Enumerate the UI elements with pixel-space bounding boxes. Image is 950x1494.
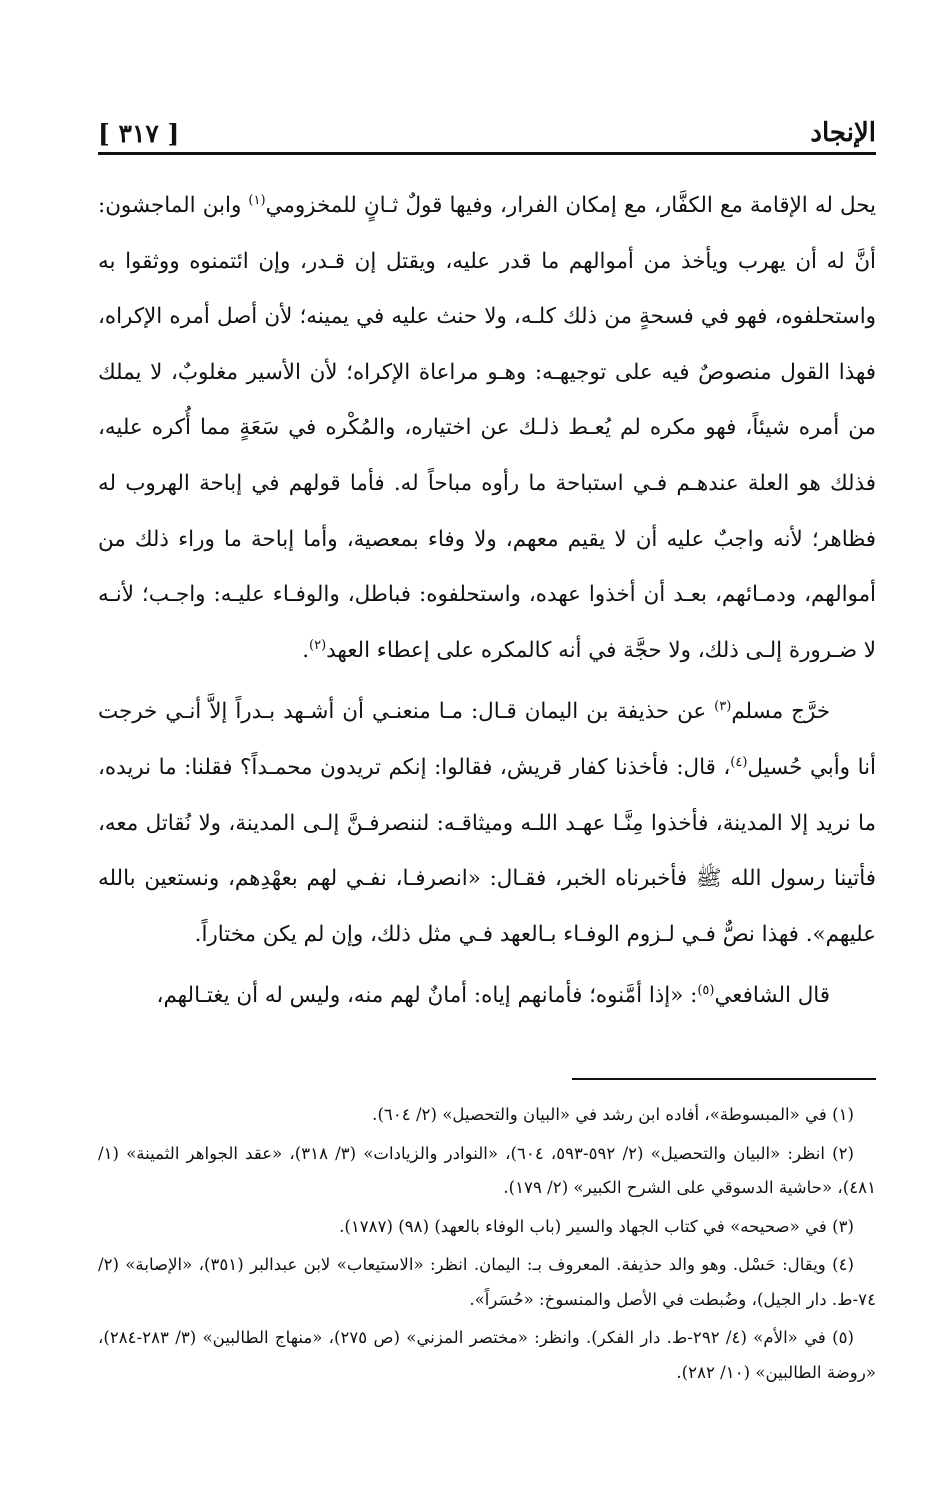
paragraph-1 xyxy=(98,178,876,678)
footnote-separator xyxy=(572,1078,876,1080)
text-run: يحل له الإقامة مع الكفَّار، مع إمكان الفرار، وفيها قولٌ ثـانٍ للمخزومي xyxy=(265,193,876,218)
text-run: وابن الماجشون: أنَّ له أن يهرب ويأخذ من أموالهم ما قدر عليه، ويقتل إن قـدر، وإن ائتمنوه ووثقوا به واستحلفوه، فهو في فسحةٍ من ذلك كلـه، ولا حنث عليه في يمينه؛ لأن أصل أمره الإكراه، فهذا القول منصوصٌ فيه على توجيهـه: وهـو مراعاة الإكراه؛ لأن الأسير مغلوبٌ، لا يملك من أمره شيئاً، فهو مكره لم يُعـط ذلـك عن اختياره، والمُكْره في سَعَةٍ مما أُكره عليه، فذلك هو العلة عندهـم فـي استباحة ما رأوه مباحاً له. فأما قولهم في إباحة الهروب له فظاهر؛ لأنه واجبٌ عليه أن لا يقيم معهم، ولا وفاء بمعصية، وأما إباحة ما وراء ذلك من أموالهم، ودمـائهم، بعـد أن أخذوا عهده، واستحلفوه: فباطل، والوفـاء عليـه: واجـب؛ لأنـه لا ضـرورة إلـى ذلك، ولا حجَّة في أنه كالمكره على إعطاء العهد xyxy=(98,193,876,663)
text-run: خرَّج مسلم xyxy=(731,699,830,725)
footnote-1: (١) في «المبسوطة»، أفاده ابن رشد في «البيان والتحصيل» (٢/ ٦٠٤). xyxy=(372,1105,854,1124)
footnote-ref-5: (٥) xyxy=(697,983,715,999)
paragraph-2 xyxy=(98,684,876,962)
header-rule xyxy=(98,152,876,155)
footnotes xyxy=(98,1098,876,1394)
running-header xyxy=(98,104,876,154)
text-run: ، قال: فأخذنا كفار قريش، فقالوا: إنكم تريدون محمـداً؟ فقلنا: ما نريده، ما نريد إلا المدينة، فأخذوا مِنَّـا عهـد اللـه وميثاقـه: لننصرفـنَّ إلـى المدينة، ولا نُقاتل معه، فأتينا رسول الله ﷺ فأخبرناه الخبر، فقـال: «انصرفـا، نفـي لهم بعهْدِهم، ونستعين بالله عليهم». فهذا نصٌّ فـي لـزوم الوفـاء بـالعهد فـي مثل ذلك، وإن لم يكن مختاراً. xyxy=(98,754,876,947)
paragraph-3 xyxy=(98,968,876,1024)
text-run: : «إذا أمَّنوه؛ فأمانهم إياه: أمانٌ لهم منه، وليس له أن يغتـالهم، xyxy=(156,983,698,1009)
text-run: قال الشافعي xyxy=(714,983,830,1009)
footnote-4: (٤) ويقال: حَسْل. وهو والد حذيفة. المعروف بـ: اليمان. انظر: «الاستيعاب» لابن عبدالبر (٣٥١)، «الإصابة» (٢/ ٧٤-ط. دار الجيل)، وضُبطت في الأصل والمنسوخ: «حُسَراً». xyxy=(98,1255,876,1309)
text-run: عن حذيفة بن اليمان قـال: مـا منعنـي أن أشـهد بـدراً إلاَّ أنـي خرجت أنا وأبي حُسيل xyxy=(98,699,876,780)
footnote-ref-2: (٢) xyxy=(309,637,327,653)
footnote-ref-3: (٣) xyxy=(714,699,732,715)
main-text xyxy=(98,178,876,1030)
footnote-3: (٣) في «صحيحه» في كتاب الجهاد والسير (باب الوفاء بالعهد) (٩٨) (١٧٨٧). xyxy=(339,1216,854,1236)
footnote-5: (٥) في «الأم» (٤/ ٢٩٢-ط. دار الفكر). وانظر: «مختصر المزني» (ص ٢٧٥)، «منهاج الطالبين» (٣/ ٢٨٣-٢٨٤)، «روضة الطالبين» (١٠/ ٢٨٢). xyxy=(98,1328,876,1382)
page-number: [ ٣١٧ ] xyxy=(98,119,180,148)
text-run: . xyxy=(302,637,309,663)
footnote-ref-4: (٤) xyxy=(730,754,748,770)
chapter-title: الإنجاد xyxy=(810,118,876,148)
footnote-ref-1: (١) xyxy=(248,192,266,208)
footnote-2: (٢) انظر: «البيان والتحصيل» (٢/ ٥٩٢-٥٩٣، ٦٠٤)، «النوادر والزيادات» (٣/ ٣١٨)، «عقد الجواهر الثمينة» (١/ ٤٨١)، «حاشية الدسوقي على الشرح الكبير» (٢/ ١٧٩). xyxy=(98,1143,876,1197)
